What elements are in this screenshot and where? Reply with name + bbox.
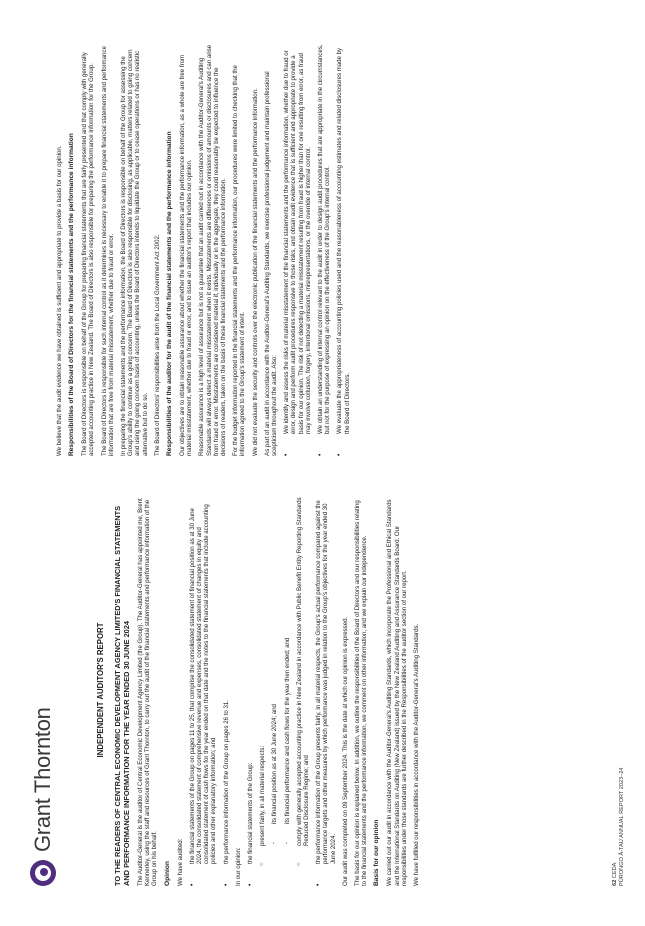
paragraph: Our objectives are to obtain reasonable assurance about whether the financial statements and the performance information, as a whole are free from material misstatement, whether due to fraud or error, and to issue an auditor's report that includes our opinion.	[179, 54, 194, 456]
list-item: - its financial performance and cash flows for the year then ended; and	[283, 637, 291, 844]
paragraph: Reasonable assurance is a high level of assurance but is not a guarantee that an audit carried out in accordance with the Auditor-General's Auditing Standards will always detect a material misstatement when it exists. Misstatements are differences or omissions of amounts or disclosures and can arise from fraud or error. Misstatements are considered material if, individually or in the aggregate, they could reasonably be expected to influence the decisions of readers, taken on the basis of these financial statements and the performance information.	[198, 44, 228, 456]
intro-paragraph: The Auditor-General is the auditor of Central Economic Development Agency Limited (the Group). The Auditor-General has appointed me, Brent Kennerley, using the staff and resources of Grant Thornton, to carry out the audit of the financial statements and performance information of the Group on his behalf.	[137, 498, 159, 886]
page-number: 62	[612, 879, 618, 886]
list-item: • the financial statements of the Group on pages 11 to 25, that comprise the consolidated statement of financial position as at 30 June 2024, the consolidated statement of comprehensive revenue and expenses, consolidated statement of changes in equity and consolidated statement of cash flows for the year ended on that date and the notes to the financial statements that include accounting policies and other explanatory information; and	[188, 504, 218, 886]
completion-date-paragraph: Our audit was completed on 09 September 2024. This is the date at which our opinion is expressed.	[341, 616, 349, 886]
list-item: • the performance information of the Group presents fairly, in all material respects, the Group's actual performance compared against the performance targets and other measures by which performance was judged in relation to the Group's objectives for the year ended 30 June 2024.	[315, 500, 337, 886]
footer-org: CEDA	[612, 862, 618, 879]
list-item: • We evaluate the appropriateness of accounting policies used and the reasonableness of accounting estimates and related disclosures made by the Board of Directors.	[336, 47, 351, 456]
addressee: TO THE READERS OF CENTRAL ECONOMIC DEVELOPMENT AGENCY LIMITED'S FINANCIAL STATEMENTS AND PERFORMANCE INFORMATION FOR THE YEAR ENDED 30 JUNE 2024	[113, 505, 131, 886]
list-item: ○ comply with generally accepted accounting practice in New Zealand in accordance with Public Benefit Entity Reporting Standards Reduced Disclosure Regime; and	[295, 497, 311, 866]
section-heading: Responsibilities of the auditor for the audit of the financial statements and the performance information	[166, 131, 174, 456]
left-column	[96, 494, 425, 886]
paragraph: We did not evaluate the security and controls over the electronic publication of the financial statements and the performance information.	[251, 88, 259, 456]
list-item: • the financial statements of the Group:	[247, 762, 255, 886]
logo-mark-icon	[30, 860, 56, 886]
section-heading: Responsibilities of the Board of Directors for the financial statements and the performance information	[68, 133, 76, 456]
paragraph: In preparing the financial statements and the performance information, the Board of Directors is responsible on behalf of the Group for assessing the Group's ability to continue as a going concern. The Board of Directors is also responsible for disclosing, as applicable, matters related to going concern and using the going concern basis of accounting, unless the Board of Directors intends to liquidate the Group or to cease operations or has no realistic alternative but to do so.	[120, 49, 149, 456]
list-item: ○ present fairly, in all material respects:	[259, 745, 267, 866]
logo-text: Grant Thornton	[30, 707, 55, 852]
basis-paragraph: We have fulfilled our responsibilities in accordance with the Auditor-General's Auditing Standards.	[413, 623, 421, 886]
opinion-heading: Opinion	[163, 861, 171, 886]
right-column	[56, 44, 356, 456]
paragraph: The Board of Directors is responsible for such internal control as it determines is necessary to enable it to prepare financial statements and performance information that are free from material misstatement, whether due to fraud or error.	[100, 46, 115, 456]
audited-intro: We have audited:	[176, 838, 184, 886]
list-item: • We identify and assess the risks of material misstatement of the financial statements and the performance information, whether due to fraud or error, design and perform audit procedures responsive to those risks, and obtain audit evidence that is sufficient and appropriate to provide a basis for our opinion. The risk of not detecting a material misstatement resulting from fraud is higher than for one resulting from error, as fraud may involve collusion, forgery, intentional omissions, misrepresentations, or the override of internal control.	[283, 50, 312, 456]
paragraph: The Board of Directors is responsible on behalf of the Group for preparing financial statements that are fairly presented and that comply with generally accepted accounting practice in New Zealand. The Board of Directors is also responsible for preparing the performance information for the Group.	[81, 52, 96, 456]
paragraph: As part of an audit in accordance with the Auditor-General's Auditing Standards, we exercise professional judgement and maintain professional scepticism throughout the audit. Also:	[263, 71, 279, 456]
page-footer	[612, 767, 626, 886]
paragraph: For the budget information reported in the financial statements and the performance information, our procedures were limited to checking that the information agreed to the Group's statement of intent.	[232, 65, 247, 456]
list-item: • the performance information of the Group on pages 26 to 31.	[222, 700, 230, 886]
in-our-opinion: In our opinion:	[234, 847, 242, 886]
list-item: - its financial position as at 30 June 2024; and	[271, 704, 279, 844]
report-title: INDEPENDENT AUDITOR'S REPORT	[96, 622, 105, 758]
list-item: • We obtain an understanding of internal control relevant to the audit in order to design audit procedures that are appropriate in the circumstances, but not for the purpose of expressing an opinion on the effectiveness of the Group's internal control.	[317, 44, 332, 456]
basis-paragraph: We carried out our audit in accordance with the Auditor-General's Auditing Standards, which incorporate the Professional and Ethical Standards and the International Standards on Auditing (New Zealand) issued by the New Zealand Auditing and Assurance Standards Board. Our responsibilities under those standards are further described in the Responsibilities of the auditor section of our report.	[386, 499, 408, 886]
paragraph: We believe that the audit evidence we have obtained is sufficient and appropriate to provide a basis for our opinion.	[56, 145, 63, 456]
basis-intro-paragraph: The basis for our opinion is explained below. In addition, we outline the responsibilities of the Board of Directors and our responsibilities relating to the financial statements and the performance information, we comment on other information, and we explain our independence.	[354, 500, 369, 886]
basis-heading: Basis for our opinion	[373, 819, 381, 886]
footer-report-name: PŪRONGO Ā-TAU ANNUAL REPORT 2023–24	[619, 767, 625, 886]
grant-thornton-logo	[30, 707, 56, 886]
paragraph: The Board of Directors' responsibilities arise from the Local Government Act 2002.	[153, 234, 161, 456]
